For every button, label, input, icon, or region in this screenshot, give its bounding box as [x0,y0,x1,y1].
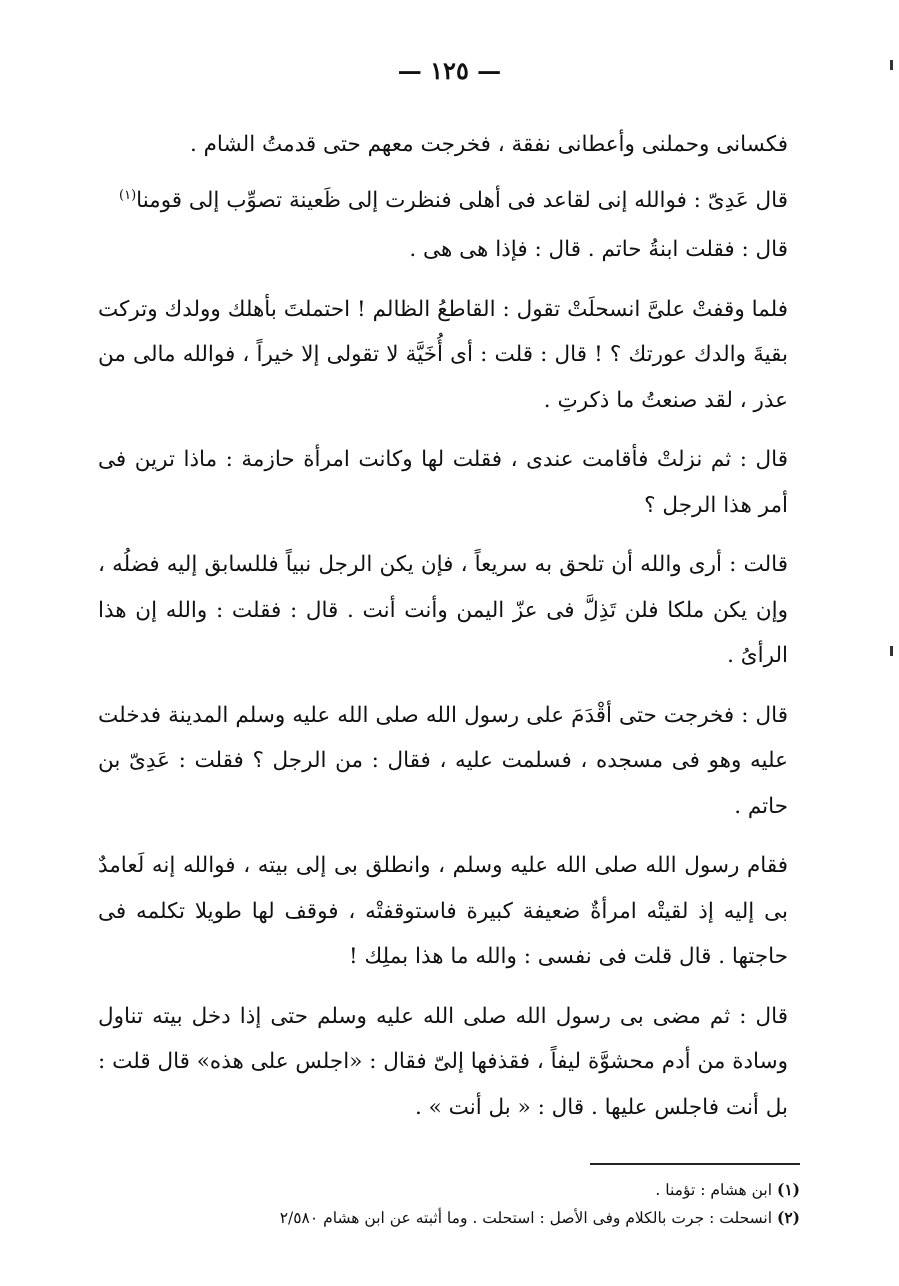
footnote-ref: (١) [119,187,137,203]
paragraph-text: قال عَدِىّ : فوالله إنى لقاعد فى أهلى فنظرت إلى ظَعينة تصوِّب إلى قومنا [136,187,788,213]
footnote-number: (٢) [776,1208,800,1227]
footnote [120,1204,800,1232]
paragraph: فقام رسول الله صلى الله عليه وسلم ، وانطلق بى إلى بيته ، فوالله إنه لَعامدٌ بى إليه إذ لقيتْه امرأةٌ ضعيفة كبيرة فاستوقفتْه ، فوقف لها طويلا تكلمه فى حاجتها . قال قلت فى نفسى : والله ما هذا بملِك ! [98,853,788,969]
footnote-number: (١) [776,1180,800,1199]
paragraph: فلما وقفتْ علىَّ انسحلَتْ تقول : القاطعُ الظالم ! احتملتَ بأهلك وولدك وتركت بقيةَ والدك عورتك ؟ ! قال : قلت : أى أُخَيَّة لا تقولى إلا خيراً ، فوالله مالى من عذر ، لقد صنعتُ ما ذكرتِ . [98,296,788,413]
scan-edge-mark [890,646,893,656]
paragraph: قال : فقلت ابنةُ حاتم . قال : فإذا هى هى . [409,237,788,262]
paragraph [98,178,788,224]
paragraph: قال : ثم مضى بى رسول الله صلى الله عليه وسلم حتى إذا دخل بيته تناول وسادة من أدم محشوَّة ليفاً ، فقذفها إلىّ فقال : «اجلس على هذه» قال قلت : بل أنت فاجلس عليها . قال : « بل أنت » . [98,1003,788,1120]
footnote-text: انسحلت : جرت بالكلام وفى الأصل : استحلت . وما أثبته عن ابن هشام ٢/٥٨٠ [279,1209,773,1227]
footnote-divider [590,1163,800,1165]
body-text [98,122,788,1144]
page-number: — ١٢٥ — [397,56,502,85]
footnote-text: ابن هشام : تؤمنا . [655,1181,773,1199]
paragraph: قال : ثم نزلتْ فأقامت عندى ، فقلت لها وكانت امرأة حازمة : ماذا ترين فى أمر هذا الرجل ؟ [98,447,788,518]
paragraph: قالت : أرى والله أن تلحق به سريعاً ، فإن يكن الرجل نبياً فللسابق إليه فضلُه ، وإن يكن ملكا فلن تَذِلَّ فى عزّ اليمن وأنت أنت . قال : فقلت : والله إن هذا الرأىُ . [98,552,788,668]
footnote [120,1176,800,1204]
paragraph: قال : فخرجت حتى أقْدَمَ على رسول الله صلى الله عليه وسلم المدينة فدخلت عليه وهو فى مسجده ، فسلمت عليه ، فقال : من الرجل ؟ فقلت : عَدِىّ بن حاتم . [98,702,788,819]
paragraph: فكسانى وحملنى وأعطانى نفقة ، فخرجت معهم حتى قدمتُ الشام . [189,132,788,157]
footnotes [120,1176,800,1232]
